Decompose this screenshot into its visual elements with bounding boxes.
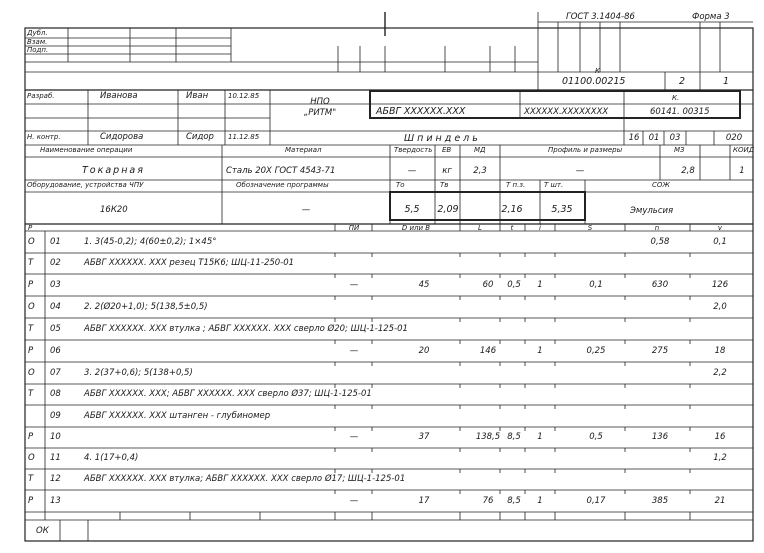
cell-i: 1 [537, 496, 543, 506]
part-code-3: 03 [669, 133, 681, 143]
organization-name: НПО „РИТМ" [303, 97, 337, 119]
part-code-1: 16 [628, 133, 640, 143]
doc-code: 01100.00215 [562, 76, 626, 87]
row-number: 01 [50, 237, 61, 247]
row-letter: О [28, 453, 35, 463]
part-code-2: 01 [648, 133, 660, 143]
operation-name: Токарная [82, 165, 145, 176]
hdr-program: Обозначение программы [236, 181, 329, 189]
col-hdr-n: n [654, 224, 660, 232]
cell-t: 8,5 [507, 432, 521, 442]
row-number: 07 [50, 368, 61, 378]
row-number: 09 [50, 411, 61, 421]
footer-ok-label: ОК [36, 526, 49, 536]
row-number: 02 [50, 258, 61, 268]
col-hdr-l: L [478, 224, 482, 232]
row-letter: Р [28, 280, 34, 290]
cell-d: 37 [418, 432, 430, 442]
row-letter: Т [28, 324, 34, 334]
row-letter: О [28, 302, 35, 312]
hdr-tsht: Т шт. [544, 181, 564, 189]
part-code: 60141. 00315 [650, 107, 710, 117]
cell-d: 45 [418, 280, 430, 290]
ev-value: кг [442, 166, 452, 176]
row-text: АБВГ XXXXXX. XXX втулка; АБВГ XXXXXX. XXX сверло Ø17; ШЦ-1-125-01 [84, 474, 406, 484]
row-number: 12 [50, 474, 61, 484]
cell-pi: — [349, 496, 359, 506]
row-letter: Р [28, 496, 34, 506]
hdr-material: Материал [285, 146, 322, 154]
col-hdr-t: t [510, 224, 514, 232]
row-number: 11 [50, 453, 61, 463]
row-letter: Т [28, 258, 34, 268]
sig-role-normcontrol: Н. контр. [27, 133, 61, 141]
cell-v: 1,2 [713, 453, 727, 463]
form-label: Форма 3 [692, 12, 730, 22]
hdr-md: МД [474, 146, 486, 154]
cell-v: 18 [714, 346, 726, 356]
program: — [301, 205, 311, 215]
part-designation-2: XXXXXX.XXXXXXXX [524, 107, 609, 117]
row-text: 2. 2(Ø20+1,0); 5(138,5±0,5) [84, 302, 208, 312]
col-hdr-v: v [717, 224, 723, 232]
hdr-tpz: Т п.з. [506, 181, 526, 189]
row-number: 10 [50, 432, 61, 442]
material: Сталь 20Х ГОСТ 4543-71 [226, 166, 336, 176]
row-number: 08 [50, 389, 61, 399]
cell-t: 0,5 [507, 280, 521, 290]
cell-s: 0,17 [586, 496, 606, 506]
cell-i: 1 [537, 432, 543, 442]
cell-s: 0,5 [589, 432, 603, 442]
hdr-koid: КОИД [733, 146, 755, 154]
row-text: 1. 3(45-0,2); 4(60±0,2); 1×45° [84, 237, 217, 247]
col-hdr-i: i [539, 224, 541, 232]
cell-v: 16 [714, 432, 726, 442]
side-label-podp: Подп. [27, 46, 49, 54]
cell-s: 0,1 [589, 280, 603, 290]
hdr-coolant: СОЖ [652, 181, 670, 189]
sig-date-normcontrol: 11.12.85 [228, 133, 260, 141]
cell-v: 126 [711, 280, 729, 290]
row-number: 06 [50, 346, 61, 356]
row-letter: Р [28, 432, 34, 442]
row-number: 05 [50, 324, 61, 334]
row-text: 4. 1(17+0,4) [84, 453, 139, 463]
tpz-value: 2,16 [501, 204, 523, 215]
cell-d: 17 [418, 496, 430, 506]
row-letter: О [28, 237, 35, 247]
hdr-hardness: Твердость [394, 146, 433, 154]
doc-code-mark: К [595, 67, 600, 75]
to-value: 5,5 [404, 204, 420, 215]
part-designation: АБВГ XXXXXX.XXX [376, 106, 466, 117]
tv-value: 2,09 [437, 204, 459, 215]
sheets-total: 2 [678, 76, 686, 87]
col-hdr-r: Р [28, 224, 33, 232]
hdr-ev: ЕВ [442, 146, 452, 154]
cell-t: 8,5 [507, 496, 521, 506]
cell-n: 275 [651, 346, 669, 356]
sig-sign-normcontrol: Сидор [186, 132, 214, 142]
cell-l: 138,5 [475, 432, 501, 442]
sig-name-normcontrol: Сидорова [100, 132, 144, 142]
row-text: АБВГ XXXXXX. XXX резец Т15К6; ШЦ-11-250-01 [84, 258, 295, 268]
profile-value: — [575, 166, 585, 176]
part-k-mark: К. [672, 94, 680, 102]
row-number: 13 [50, 496, 61, 506]
hdr-tv: Тв [440, 181, 449, 189]
sig-name-developer: Иванова [100, 91, 138, 101]
row-letter: Р [28, 346, 34, 356]
row-number: 03 [50, 280, 61, 290]
coolant-value: Эмульсия [630, 206, 674, 216]
hdr-to: То [396, 181, 405, 189]
cell-pi: — [349, 280, 359, 290]
cell-v: 2,0 [713, 302, 727, 312]
side-label-vzam: Взам. [27, 38, 48, 46]
cell-l: 146 [479, 346, 497, 356]
hdr-equipment: Оборудование, устройства ЧПУ [27, 181, 144, 189]
row-text: АБВГ XXXXXX. XXX втулка ; АБВГ XXXXXX. XXX сверло Ø20; ШЦ-1-125-01 [84, 324, 408, 334]
row-letter: Т [28, 389, 34, 399]
cell-v: 0,1 [713, 237, 727, 247]
sig-role-developer: Разраб. [27, 92, 55, 100]
standard-label: ГОСТ 3.1404-86 [566, 12, 635, 22]
cell-pi: — [349, 346, 359, 356]
row-letter: Т [28, 474, 34, 484]
sheet-number: 1 [722, 76, 730, 87]
col-hdr-s: S [587, 224, 593, 232]
hdr-operation-name: Наименование операции [40, 146, 133, 154]
cell-n: 0,58 [650, 237, 670, 247]
row-text: АБВГ XXXXXX. XXX; АБВГ XXXXXX. XXX сверло Ø37; ШЦ-1-125-01 [84, 389, 372, 399]
row-text: АБВГ XXXXXX. XXX штанген - глубиномер [84, 411, 271, 421]
koid-value: 1 [739, 166, 745, 176]
hdr-profile: Профиль и размеры [548, 146, 623, 154]
cell-n: 385 [651, 496, 669, 506]
cell-l: 76 [482, 496, 494, 506]
sig-date-developer: 10.12.85 [228, 92, 260, 100]
part-name: Шпиндель [404, 133, 481, 144]
cell-d: 20 [418, 346, 430, 356]
cell-v: 2,2 [713, 368, 727, 378]
cell-n: 136 [651, 432, 669, 442]
cell-l: 60 [482, 280, 494, 290]
cell-n: 630 [651, 280, 669, 290]
col-hdr-pi: ПИ [348, 224, 360, 232]
part-code-4: 020 [725, 133, 743, 143]
mz-value: 2,8 [681, 166, 695, 176]
tsht-value: 5,35 [551, 204, 573, 215]
col-hdr-d: D или B [401, 224, 431, 232]
row-text: 3. 2(37+0,6); 5(138+0,5) [84, 368, 193, 378]
cell-v: 21 [714, 496, 726, 506]
cell-i: 1 [537, 346, 543, 356]
cell-i: 1 [537, 280, 543, 290]
hardness: — [407, 166, 417, 176]
md-value: 2,3 [473, 166, 487, 176]
cell-s: 0,25 [586, 346, 606, 356]
cell-pi: — [349, 432, 359, 442]
hdr-mz: МЗ [674, 146, 685, 154]
row-number: 04 [50, 302, 61, 312]
equipment: 16К20 [100, 205, 128, 215]
sig-sign-developer: Иван [186, 91, 209, 101]
row-letter: О [28, 368, 35, 378]
side-label-dubl: Дубл. [27, 29, 48, 37]
